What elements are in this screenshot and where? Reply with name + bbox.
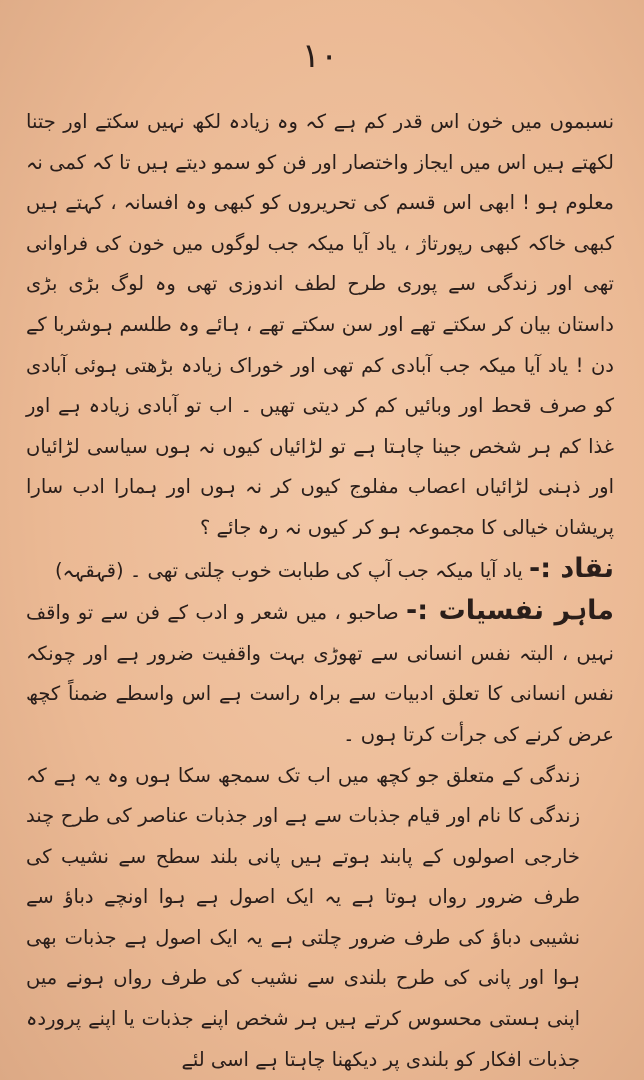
psychologist-text: صاحبو ، میں شعر و ادب کے فن سے تو واقف نہیں ، البتہ نفس انسانی سے تھوڑی بہت واقفیت ضرور ہے اور چونکہ نفس انسانی کا تعلق ادبیات سے براہ راست ہے اس واسطے ضمناً کچھ عرض کرنے کی جرأت کرتا ہوں ۔ [26, 601, 614, 746]
page-number: ۱۰ [301, 36, 339, 76]
paragraph-last: زندگی کے متعلق جو کچھ میں اب تک سمجھ سکا ہوں وہ یہ ہے کہ زندگی کا نام اور قیام جذبات سے ہے اور جذبات عناصر کی طرح چند خارجی اصولوں کے پابند ہوتے ہیں پانی بلند سطح سے نشیب کی طرف ضرور رواں ہوتا ہے یہ ایک اصول ہے ہوا اونچے دباؤ سے نشیبی دباؤ کی طرف ضرور چلتی ہے یہ ایک اصول ہے جذبات بھی ہوا اور پانی کی طرح بلندی سے نشیب کی طرف رواں ہونے میں اپنی ہستی محسوس کرتے ہیں ہر شخص اپنے جذبات یا اپنے پروردہ جذبات افکار کو بلندی پر دیکھنا چاہتا ہے اسی لئے [26, 763, 580, 1071]
critic-line [26, 549, 614, 592]
speaker-psychologist: ماہر نفسیات :- [406, 595, 615, 627]
psychologist-paragraph [26, 591, 614, 755]
critic-text: یاد آیا میکہ جب آپ کی طبابت خوب چلتی تھی ۔ (قہقہہ) [54, 558, 523, 582]
speaker-critic: نقاد :- [529, 552, 614, 584]
paragraph-1: نسبموں میں خون اس قدر کم ہے کہ وہ زیادہ لکھ نہیں سکتے اور جتنا لکھتے ہیں اس میں ایجاز واختصار اور فن کو سمو دیتے ہیں تا کہ کمی نہ معلوم ہو ! ابھی اس قسم کی تحریروں کو کبھی وہ افسانہ ، کہتے ہیں کبھی خاکہ کبھی رپورتاژ ، یاد آیا میکہ جب لوگوں میں خون کی فراوانی تھی اور زندگی سے پوری طرح لطف اندوزی تھی وہ لوگ بڑی بڑی داستان بیان کر سکتے تھے اور سن سکتے تھے ، ہائے وہ طلسم ہوشربا کے دن ! یاد آیا میکہ جب آبادی کم تھی اور خوراک زیادہ بڑھتی ہوئی آبادی کو صرف قحط اور وبائیں کم کر دیتی تھیں ۔ اب تو آبادی زیادہ ہے اور غذا کم ہر شخص جینا چاہتا ہے تو لڑائیاں کیوں نہ ہوں سیاسی لڑائیاں اور ذہنی لڑائیاں اعصاب مفلوج کیوں کر نہ ہوں اور ہمارا ادب سارا پریشان خیالی کا مجموعہ ہو کر کیوں نہ رہ جائے ؟ [26, 110, 614, 539]
